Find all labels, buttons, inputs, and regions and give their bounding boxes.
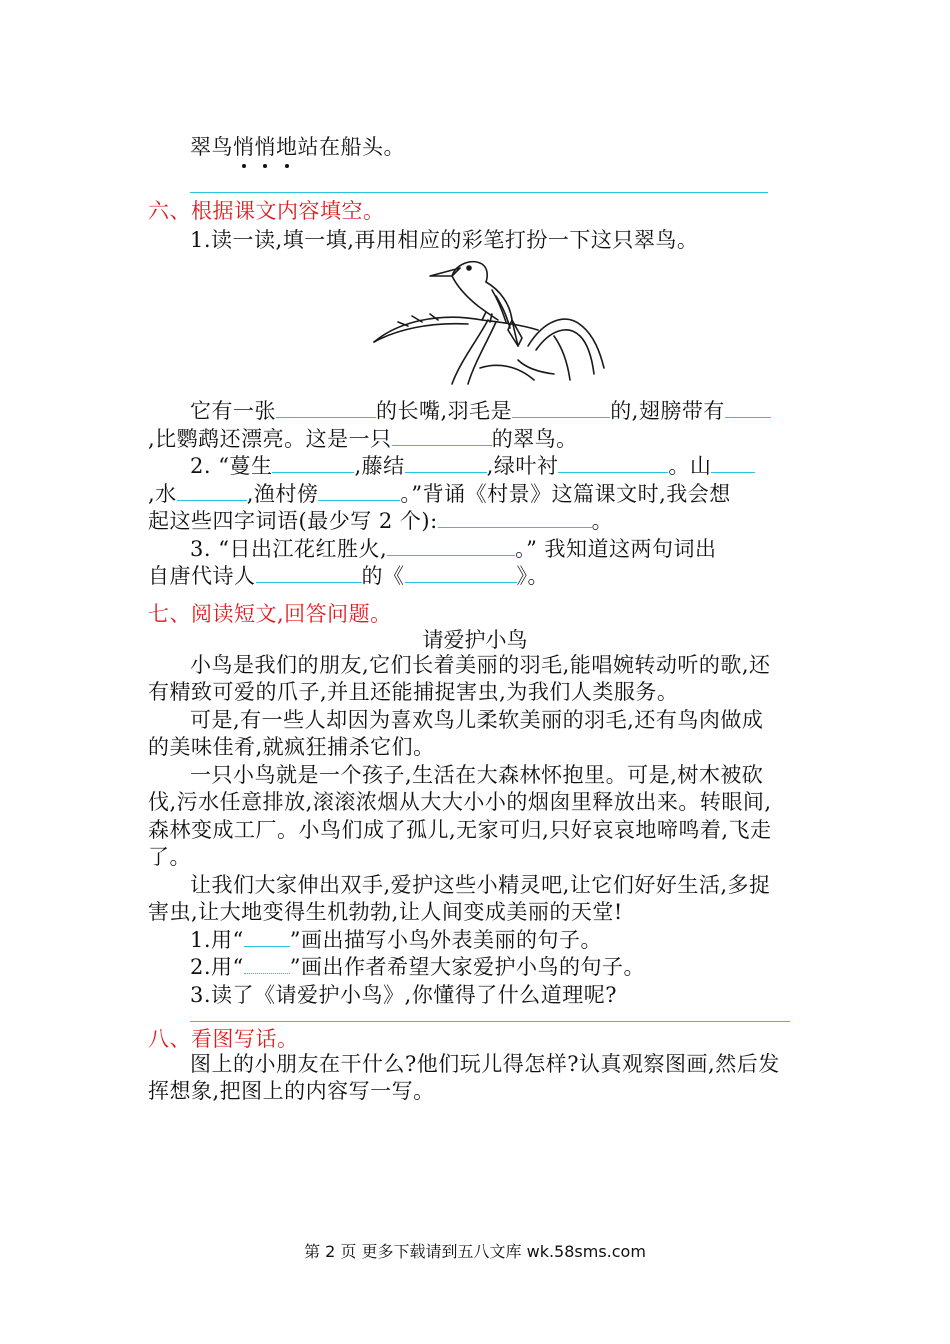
top-suffix: 站在船头。 [297, 135, 405, 159]
top-sentence [190, 133, 405, 161]
blank-bird-kind[interactable] [392, 425, 492, 446]
bird-chest [452, 276, 498, 320]
section6-q3-line1 [190, 535, 717, 563]
text-fragment: 。” 我知道这两句词出 [515, 537, 717, 561]
text-fragment: 2.用“ [190, 955, 244, 979]
passage-line: 的美味佳肴,就疯狂捕杀它们。 [148, 735, 435, 759]
blank-poet[interactable] [256, 562, 362, 583]
text-fragment: 。 [591, 509, 614, 533]
section7-q3: 3.读了《请爱护小鸟》,你懂得了什么道理呢? [190, 983, 617, 1007]
blank-poem-line[interactable] [387, 535, 515, 556]
section8-heading: 八、看图写话。 [148, 1027, 299, 1051]
blank-melon[interactable] [405, 452, 487, 473]
section8-line: 挥想象,把图上的内容写一写。 [148, 1079, 435, 1103]
section7-q1 [190, 926, 602, 954]
blank-leaf[interactable] [558, 452, 668, 473]
passage-line: 了。 [148, 845, 191, 869]
underline-sample-wavy [244, 953, 290, 974]
text-fragment: 的长嘴,羽毛是 [376, 399, 513, 423]
section8-line: 图上的小朋友在干什么?他们玩儿得怎样?认真观察图画,然后发 [190, 1052, 780, 1076]
text-fragment: 起这些四字词语(最少写 2 个): [148, 509, 438, 533]
text-fragment: 的翠鸟。 [491, 427, 578, 451]
section6-q2-line2 [148, 480, 731, 508]
passage-line: 森林变成工厂。小鸟们成了孤儿,无家可归,只好哀哀地啼鸣着,飞走 [148, 818, 772, 842]
text-fragment: 自唐代诗人 [148, 564, 256, 588]
text-fragment: 》。 [516, 564, 549, 588]
text-fragment: ,渔村傍 [246, 482, 319, 506]
section7-heading: 七、阅读短文,回答问题。 [148, 602, 392, 626]
section6-q1-line2 [148, 425, 578, 453]
section6-q2-line1 [190, 452, 755, 480]
section6-q3-line2 [148, 562, 549, 590]
blank-beak[interactable] [276, 397, 376, 418]
section6-q1-line1 [190, 397, 771, 425]
blank-village[interactable] [318, 480, 400, 501]
passage-line: 伐,污水任意排放,滚滚浓烟从大大小小的烟囱里释放出来。转眼间, [148, 790, 772, 814]
passage-line: 一只小鸟就是一个孩子,生活在大森林怀抱里。可是,树木被砍 [190, 763, 764, 787]
section7-q2 [190, 953, 645, 981]
top-prefix: 翠鸟 [190, 135, 233, 159]
text-fragment: ,水 [148, 482, 177, 506]
section6-q2-line3 [148, 507, 613, 535]
text-fragment: ”画出作者希望大家爱护小鸟的句子。 [289, 955, 646, 979]
passage-line: 可是,有一些人却因为喜欢鸟儿柔软美丽的羽毛,还有鸟肉做成 [190, 708, 764, 732]
dotted-char-2: 悄 [254, 135, 276, 159]
passage-line: 让我们大家伸出双手,爱护这些小精灵吧,让它们好好生活,多捉 [190, 873, 771, 897]
text-fragment: ”画出描写小鸟外表美丽的句子。 [289, 928, 603, 952]
dotted-char-3: 地 [276, 135, 298, 159]
text-fragment: 它有一张 [190, 399, 276, 423]
blank-four-char-words[interactable] [438, 507, 592, 528]
blank-vine[interactable] [272, 452, 354, 473]
page-footer: 第 2 页 更多下载请到五八文库 wk.58sms.com [304, 1242, 646, 1261]
text-fragment: ,绿叶衬 [486, 454, 559, 478]
text-fragment: 2. “蔓生 [190, 454, 273, 478]
passage-line: 有精致可爱的爪子,并且还能捕捉害虫,为我们人类服务。 [148, 680, 679, 704]
dotted-char-1: 悄 [233, 135, 255, 159]
text-fragment: ,藤结 [354, 454, 405, 478]
text-fragment: 1.用“ [190, 928, 244, 952]
text-fragment: 的《 [361, 564, 405, 588]
blank-wing[interactable] [725, 397, 771, 418]
text-fragment: 。”背诵《村景》这篇课文时,我会想 [400, 482, 731, 506]
bird-eye [467, 266, 471, 270]
text-fragment: 。山 [668, 454, 712, 478]
kingfisher-illustration [368, 250, 608, 390]
passage-title: 请爱护小鸟 [422, 628, 528, 652]
section6-heading: 六、根据课文内容填空。 [148, 199, 385, 223]
blank-feather[interactable] [512, 397, 610, 418]
blank-mountain[interactable] [711, 452, 755, 473]
text-fragment: 的,翅膀带有 [610, 399, 725, 423]
text-fragment: ,比鹦鹉还漂亮。这是一只 [148, 427, 392, 451]
blank-poem-title[interactable] [405, 562, 517, 583]
blank-water[interactable] [177, 480, 247, 501]
answer-line-section7[interactable] [190, 1021, 790, 1022]
passage-line: 小鸟是我们的朋友,它们长着美丽的羽毛,能唱婉转动听的歌,还 [190, 653, 771, 677]
answer-line-top[interactable] [190, 192, 768, 193]
text-fragment: 3. “日出江花红胜火, [190, 537, 388, 561]
section6-q1-intro: 1.读一读,填一填,再用相应的彩笔打扮一下这只翠鸟。 [190, 228, 699, 252]
passage-line: 害虫,让大地变得生机勃勃,让人间变成美丽的天堂! [148, 900, 623, 924]
reed-stem-1 [452, 320, 488, 384]
bird-back [486, 282, 518, 346]
underline-sample-straight [244, 926, 290, 947]
